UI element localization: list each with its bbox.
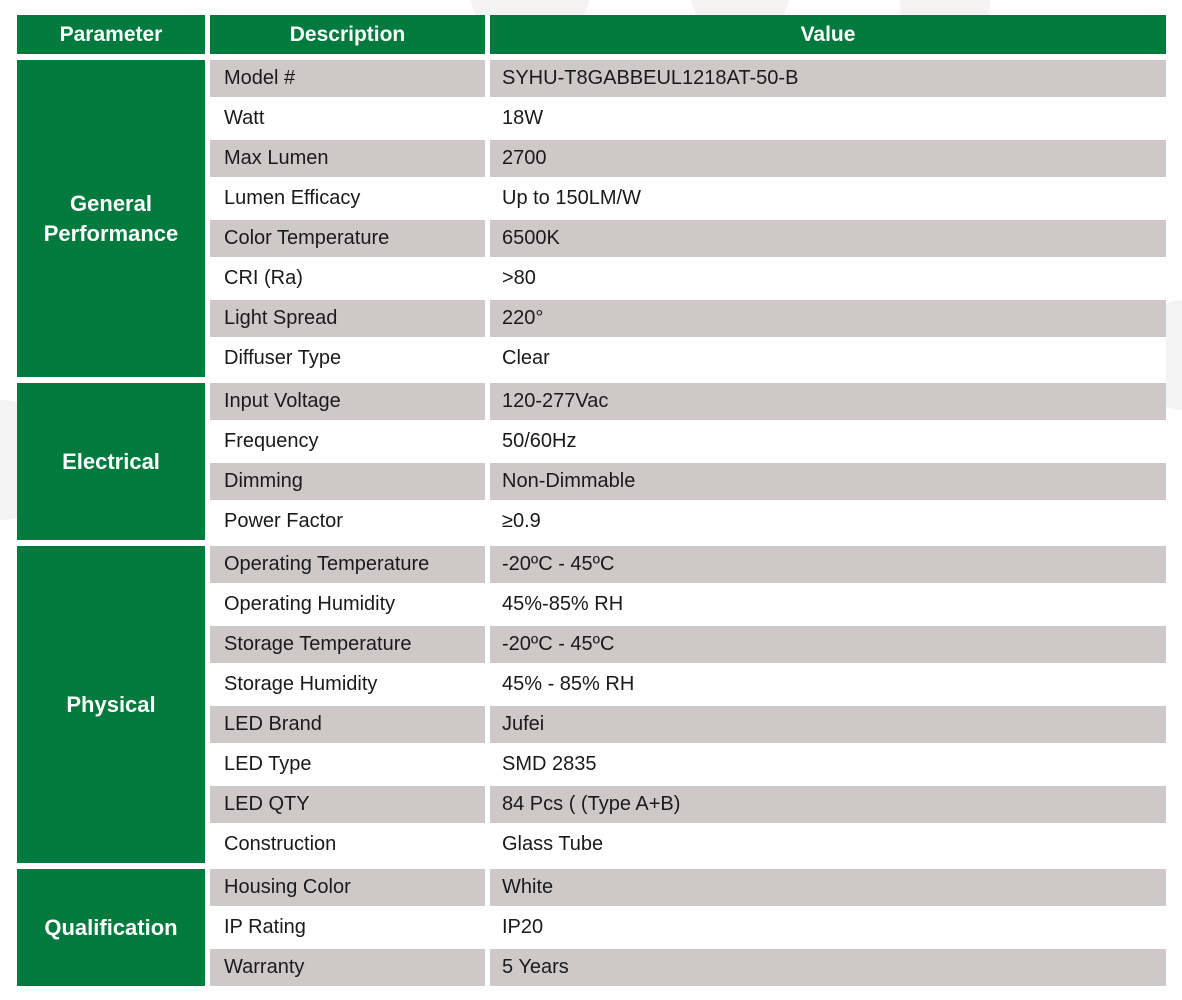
row-description: Storage Humidity [205, 663, 485, 703]
spec-body [17, 57, 1166, 986]
table-row [17, 540, 1166, 583]
row-description: LED Type [205, 743, 485, 783]
row-value: Clear [485, 337, 1166, 377]
header-value: Value [485, 15, 1166, 57]
row-value: Up to 150LM/W [485, 177, 1166, 217]
row-description: Dimming [205, 460, 485, 500]
row-value: >80 [485, 257, 1166, 297]
table-row [17, 377, 1166, 420]
table-row [17, 863, 1166, 906]
row-description: Operating Temperature [205, 540, 485, 583]
row-description: Storage Temperature [205, 623, 485, 663]
row-value: White [485, 863, 1166, 906]
row-description: Warranty [205, 946, 485, 986]
row-description: Operating Humidity [205, 583, 485, 623]
row-value: -20ºC - 45ºC [485, 540, 1166, 583]
group-label: Qualification [17, 863, 205, 986]
row-value: Glass Tube [485, 823, 1166, 863]
header-row [17, 15, 1166, 57]
row-value: SMD 2835 [485, 743, 1166, 783]
row-value: ≥0.9 [485, 500, 1166, 540]
row-description: CRI (Ra) [205, 257, 485, 297]
spec-table [17, 15, 1166, 986]
group-label: Physical [17, 540, 205, 863]
row-description: Housing Color [205, 863, 485, 906]
row-value: Non-Dimmable [485, 460, 1166, 500]
row-value: Jufei [485, 703, 1166, 743]
row-description: Color Temperature [205, 217, 485, 257]
row-description: LED QTY [205, 783, 485, 823]
table-row [17, 57, 1166, 97]
row-description: Power Factor [205, 500, 485, 540]
row-value: 84 Pcs ( (Type A+B) [485, 783, 1166, 823]
row-description: Frequency [205, 420, 485, 460]
header-parameter: Parameter [17, 15, 205, 57]
row-description: IP Rating [205, 906, 485, 946]
row-value: 2700 [485, 137, 1166, 177]
row-description: Light Spread [205, 297, 485, 337]
header-description: Description [205, 15, 485, 57]
row-value: 120-277Vac [485, 377, 1166, 420]
row-value: 45%-85% RH [485, 583, 1166, 623]
row-description: Diffuser Type [205, 337, 485, 377]
row-value: 50/60Hz [485, 420, 1166, 460]
group-label: General Performance [17, 57, 205, 377]
row-description: Max Lumen [205, 137, 485, 177]
row-value: 5 Years [485, 946, 1166, 986]
row-description: Model # [205, 57, 485, 97]
row-description: Input Voltage [205, 377, 485, 420]
row-value: 18W [485, 97, 1166, 137]
row-value: 220° [485, 297, 1166, 337]
row-description: LED Brand [205, 703, 485, 743]
row-value: SYHU-T8GABBEUL1218AT-50-B [485, 57, 1166, 97]
row-value: 45% - 85% RH [485, 663, 1166, 703]
row-value: IP20 [485, 906, 1166, 946]
row-value: 6500K [485, 217, 1166, 257]
row-description: Construction [205, 823, 485, 863]
row-value: -20ºC - 45ºC [485, 623, 1166, 663]
group-label: Electrical [17, 377, 205, 540]
row-description: Watt [205, 97, 485, 137]
row-description: Lumen Efficacy [205, 177, 485, 217]
